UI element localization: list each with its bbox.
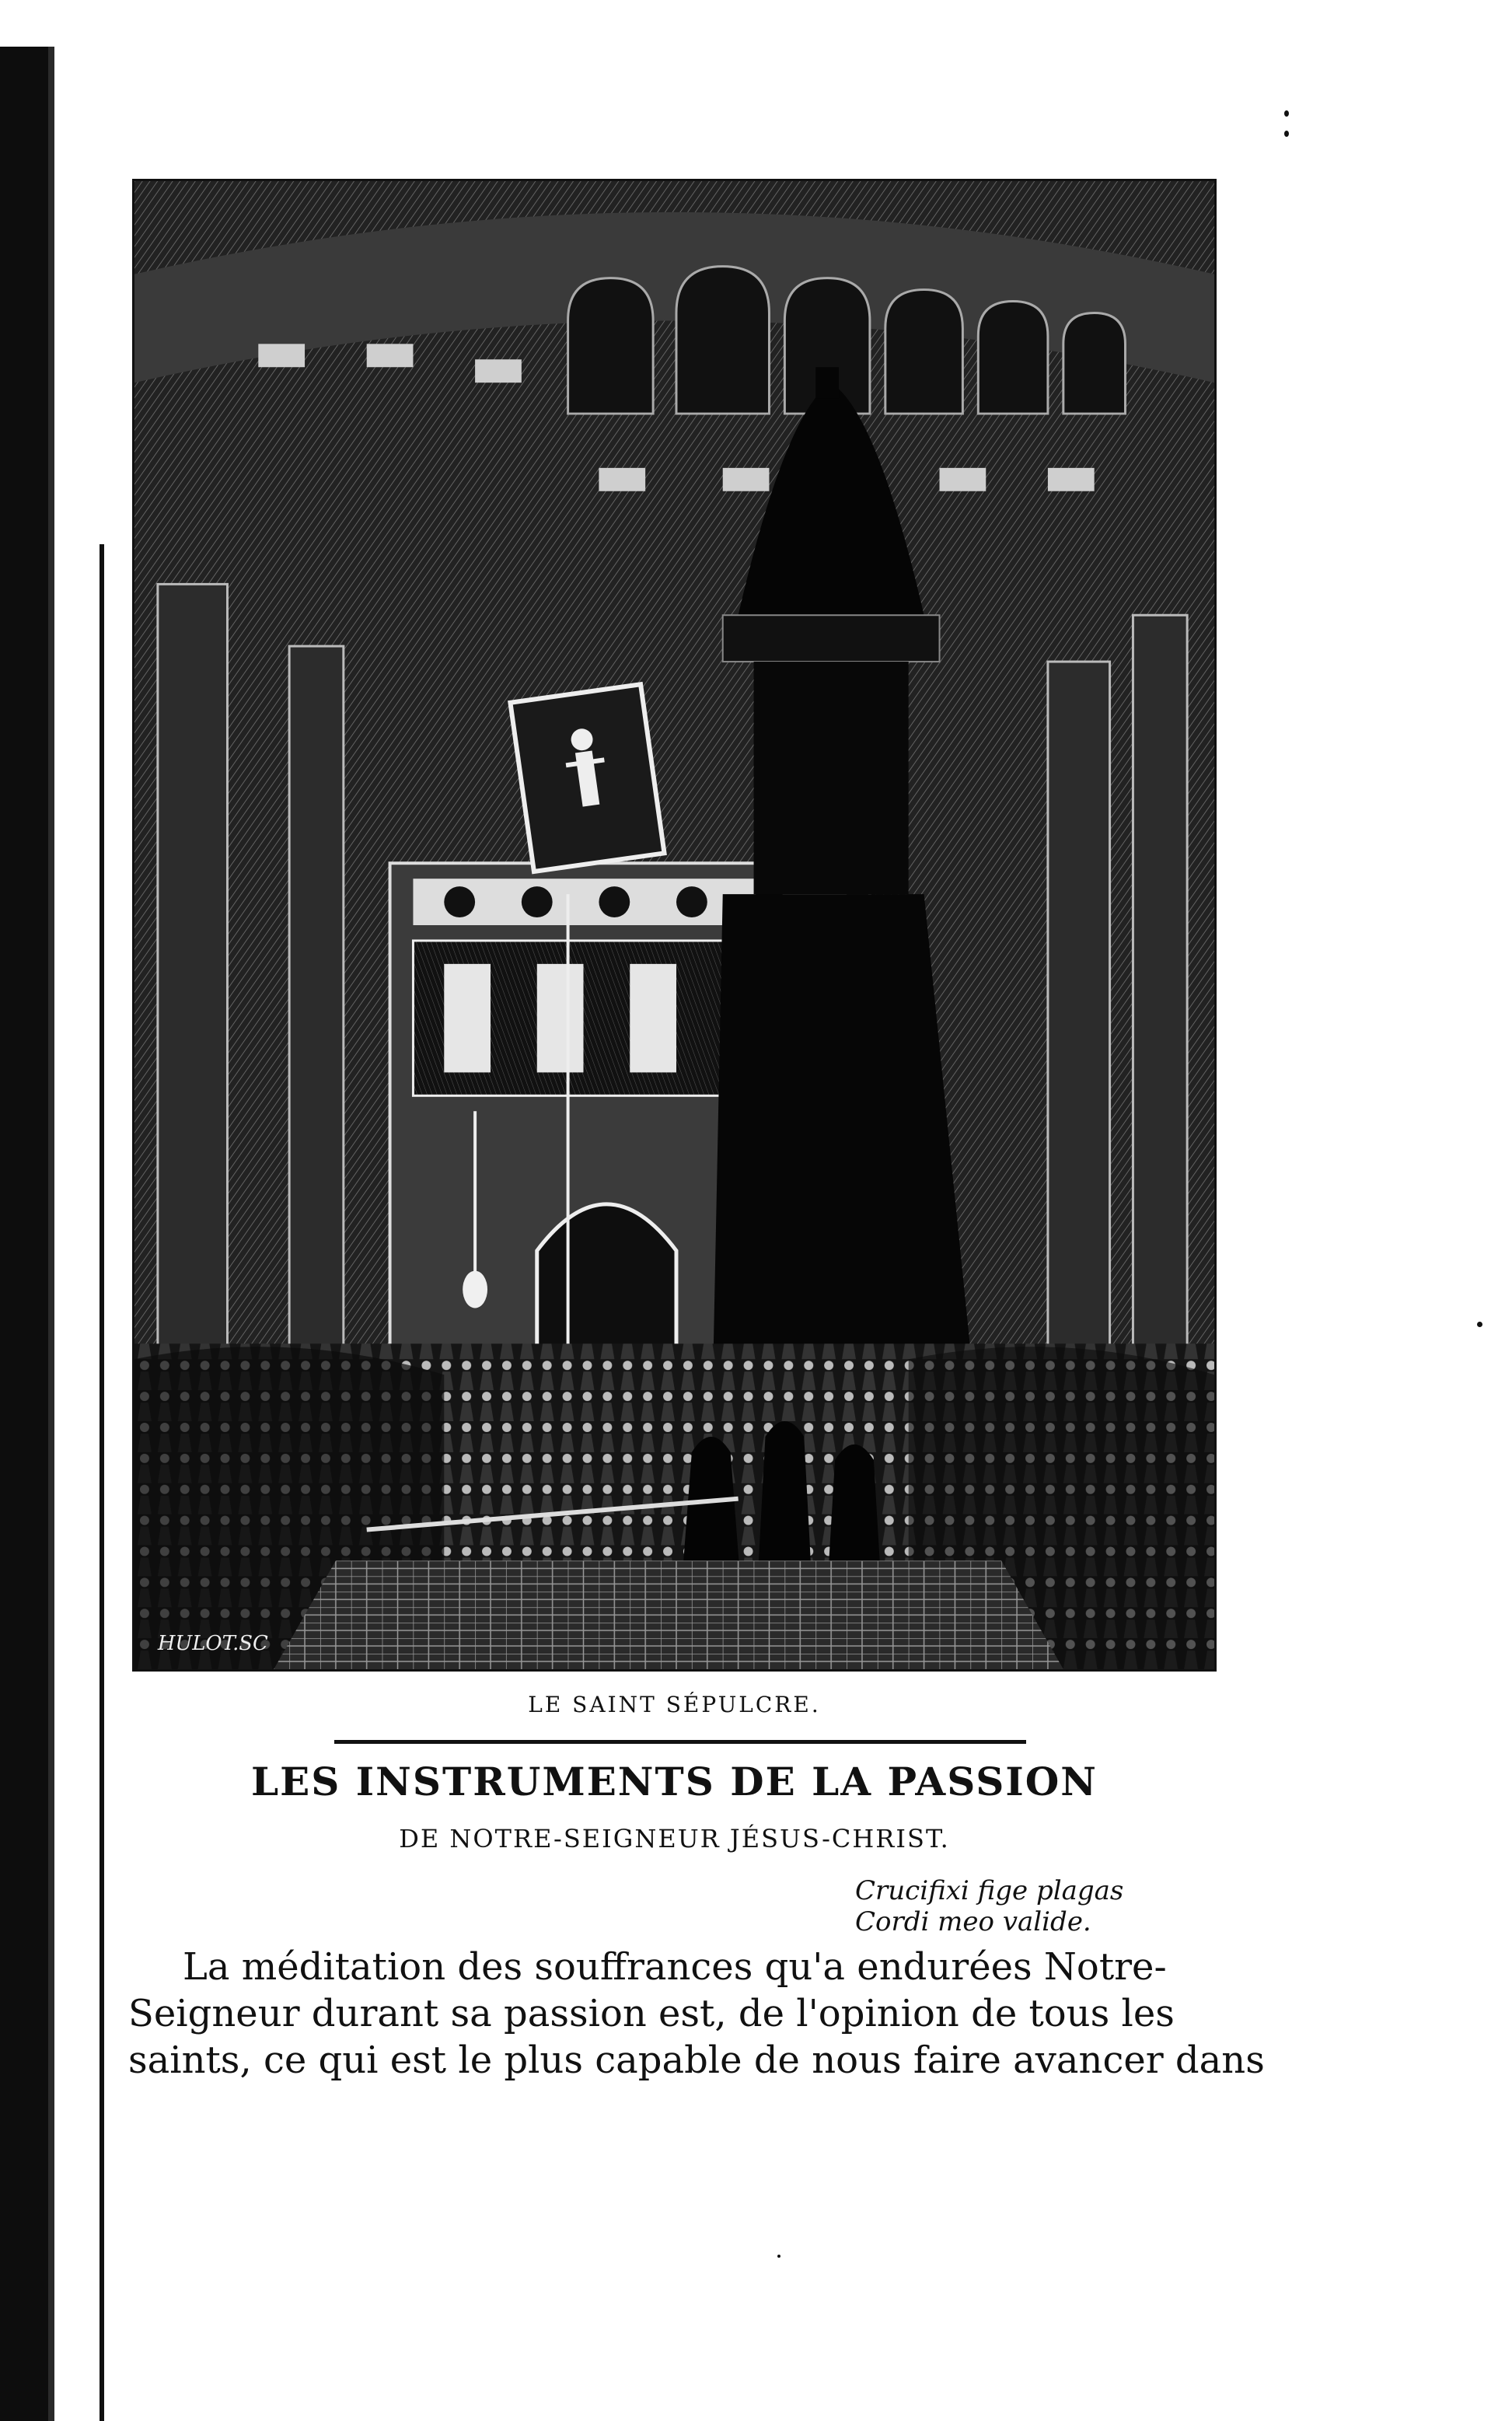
epigraph-line: Crucifixi fige plagas <box>855 1875 1124 1906</box>
binding-strip <box>0 47 48 2421</box>
section-divider <box>334 1740 1026 1744</box>
body-paragraph <box>128 1944 1265 2084</box>
body-line: La méditation des souffrances qu'a endurées Notre- <box>183 1945 1167 1989</box>
epigraph-line: Cordi meo valide. <box>855 1906 1091 1937</box>
dust-speck <box>777 2255 780 2258</box>
saint-sepulchre-engraving <box>132 179 1217 1672</box>
body-line: saints, ce qui est le plus capable de nous faire avancer dans <box>128 2038 1265 2082</box>
dust-speck <box>1477 1322 1482 1327</box>
gutter-line <box>100 544 104 2421</box>
chapter-title: LES INSTRUMENTS DE LA PASSION <box>251 1759 1098 1804</box>
dust-speck <box>1284 131 1289 137</box>
image-caption: LE SAINT SÉPULCRE. <box>528 1692 821 1717</box>
epigraph <box>855 1875 1123 1937</box>
dust-speck <box>1284 110 1289 117</box>
body-line: Seigneur durant sa passion est, de l'opinion de tous les <box>128 1992 1175 2035</box>
engraving-signature: HULOT.SC <box>157 1632 268 1656</box>
binding-shadow <box>48 47 54 2421</box>
chapter-subtitle: DE NOTRE-SEIGNEUR JÉSUS-CHRIST. <box>399 1824 950 1853</box>
